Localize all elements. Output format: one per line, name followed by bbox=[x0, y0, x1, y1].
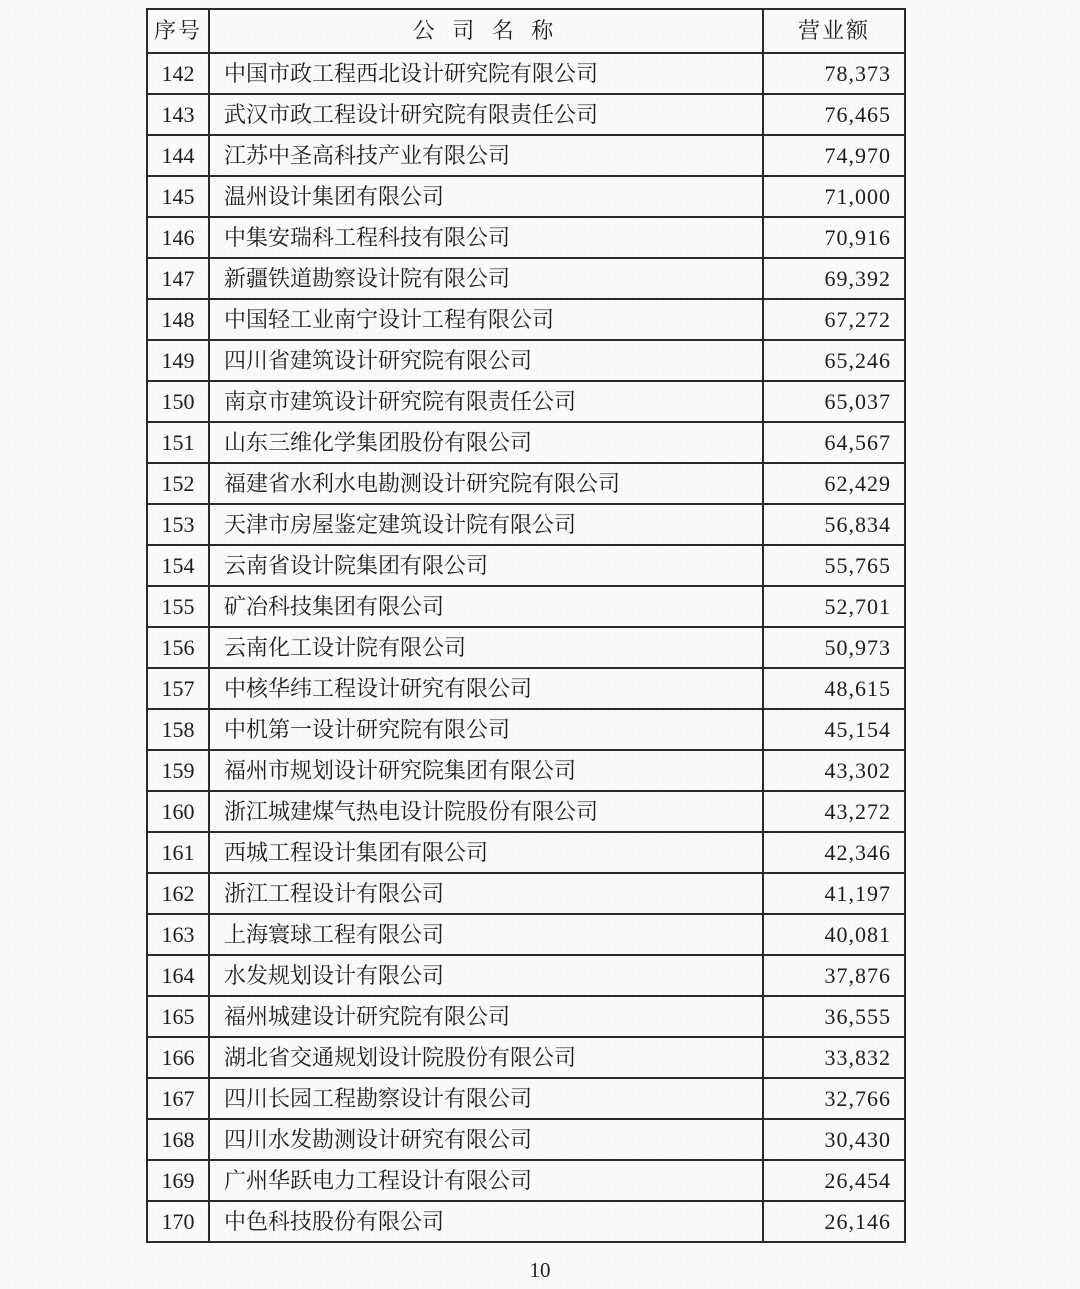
cell-company-name: 中国市政工程西北设计研究院有限公司 bbox=[209, 53, 763, 94]
table-row bbox=[147, 1078, 905, 1119]
cell-rank: 152 bbox=[147, 463, 209, 504]
cell-rank: 166 bbox=[147, 1037, 209, 1078]
cell-rank: 144 bbox=[147, 135, 209, 176]
cell-company-name: 温州设计集团有限公司 bbox=[209, 176, 763, 217]
cell-company-name: 中国轻工业南宁设计工程有限公司 bbox=[209, 299, 763, 340]
table-row bbox=[147, 463, 905, 504]
cell-revenue: 45,154 bbox=[763, 709, 905, 750]
cell-rank: 146 bbox=[147, 217, 209, 258]
cell-rank: 154 bbox=[147, 545, 209, 586]
table-row bbox=[147, 422, 905, 463]
cell-rank: 142 bbox=[147, 53, 209, 94]
cell-rank: 160 bbox=[147, 791, 209, 832]
revenue-rank-table bbox=[146, 8, 906, 1243]
cell-company-name: 中机第一设计研究院有限公司 bbox=[209, 709, 763, 750]
header-company-name: 公 司 名 称 bbox=[209, 9, 763, 53]
header-index: 序号 bbox=[147, 9, 209, 53]
cell-revenue: 30,430 bbox=[763, 1119, 905, 1160]
cell-company-name: 上海寰球工程有限公司 bbox=[209, 914, 763, 955]
cell-rank: 156 bbox=[147, 627, 209, 668]
cell-company-name: 广州华跃电力工程设计有限公司 bbox=[209, 1160, 763, 1201]
table-row bbox=[147, 709, 905, 750]
cell-revenue: 70,916 bbox=[763, 217, 905, 258]
cell-revenue: 50,973 bbox=[763, 627, 905, 668]
cell-revenue: 40,081 bbox=[763, 914, 905, 955]
cell-revenue: 43,272 bbox=[763, 791, 905, 832]
cell-company-name: 湖北省交通规划设计院股份有限公司 bbox=[209, 1037, 763, 1078]
cell-revenue: 41,197 bbox=[763, 873, 905, 914]
cell-rank: 143 bbox=[147, 94, 209, 135]
cell-rank: 163 bbox=[147, 914, 209, 955]
table-row bbox=[147, 1160, 905, 1201]
table-row bbox=[147, 914, 905, 955]
cell-revenue: 43,302 bbox=[763, 750, 905, 791]
cell-company-name: 天津市房屋鉴定建筑设计院有限公司 bbox=[209, 504, 763, 545]
cell-rank: 167 bbox=[147, 1078, 209, 1119]
cell-company-name: 中集安瑞科工程科技有限公司 bbox=[209, 217, 763, 258]
cell-rank: 158 bbox=[147, 709, 209, 750]
cell-company-name: 水发规划设计有限公司 bbox=[209, 955, 763, 996]
cell-rank: 169 bbox=[147, 1160, 209, 1201]
table-row bbox=[147, 750, 905, 791]
cell-revenue: 26,454 bbox=[763, 1160, 905, 1201]
cell-revenue: 26,146 bbox=[763, 1201, 905, 1242]
cell-rank: 148 bbox=[147, 299, 209, 340]
table-row bbox=[147, 217, 905, 258]
table-row bbox=[147, 545, 905, 586]
cell-rank: 147 bbox=[147, 258, 209, 299]
cell-company-name: 浙江工程设计有限公司 bbox=[209, 873, 763, 914]
cell-revenue: 64,567 bbox=[763, 422, 905, 463]
cell-rank: 151 bbox=[147, 422, 209, 463]
cell-rank: 145 bbox=[147, 176, 209, 217]
cell-revenue: 33,832 bbox=[763, 1037, 905, 1078]
cell-company-name: 中色科技股份有限公司 bbox=[209, 1201, 763, 1242]
table-row bbox=[147, 504, 905, 545]
cell-revenue: 42,346 bbox=[763, 832, 905, 873]
cell-company-name: 新疆铁道勘察设计院有限公司 bbox=[209, 258, 763, 299]
cell-revenue: 71,000 bbox=[763, 176, 905, 217]
table-row bbox=[147, 94, 905, 135]
cell-revenue: 48,615 bbox=[763, 668, 905, 709]
cell-company-name: 矿冶科技集团有限公司 bbox=[209, 586, 763, 627]
table-row bbox=[147, 299, 905, 340]
cell-revenue: 32,766 bbox=[763, 1078, 905, 1119]
table-row bbox=[147, 1119, 905, 1160]
cell-company-name: 四川长园工程勘察设计有限公司 bbox=[209, 1078, 763, 1119]
cell-company-name: 四川水发勘测设计研究有限公司 bbox=[209, 1119, 763, 1160]
table-row bbox=[147, 135, 905, 176]
cell-revenue: 65,037 bbox=[763, 381, 905, 422]
cell-revenue: 78,373 bbox=[763, 53, 905, 94]
cell-revenue: 76,465 bbox=[763, 94, 905, 135]
cell-company-name: 江苏中圣高科技产业有限公司 bbox=[209, 135, 763, 176]
cell-revenue: 69,392 bbox=[763, 258, 905, 299]
table-row bbox=[147, 832, 905, 873]
table-row bbox=[147, 176, 905, 217]
cell-rank: 150 bbox=[147, 381, 209, 422]
cell-revenue: 65,246 bbox=[763, 340, 905, 381]
cell-company-name: 浙江城建煤气热电设计院股份有限公司 bbox=[209, 791, 763, 832]
table-row bbox=[147, 873, 905, 914]
cell-rank: 149 bbox=[147, 340, 209, 381]
table-row bbox=[147, 258, 905, 299]
cell-revenue: 37,876 bbox=[763, 955, 905, 996]
cell-revenue: 56,834 bbox=[763, 504, 905, 545]
cell-company-name: 中核华纬工程设计研究有限公司 bbox=[209, 668, 763, 709]
table-row bbox=[147, 381, 905, 422]
cell-rank: 168 bbox=[147, 1119, 209, 1160]
page-number: 10 bbox=[529, 1258, 551, 1282]
cell-revenue: 74,970 bbox=[763, 135, 905, 176]
header-revenue: 营业额 bbox=[763, 9, 905, 53]
table-row bbox=[147, 668, 905, 709]
cell-company-name: 云南省设计院集团有限公司 bbox=[209, 545, 763, 586]
cell-rank: 165 bbox=[147, 996, 209, 1037]
table-row bbox=[147, 996, 905, 1037]
cell-company-name: 西城工程设计集团有限公司 bbox=[209, 832, 763, 873]
cell-rank: 170 bbox=[147, 1201, 209, 1242]
cell-revenue: 62,429 bbox=[763, 463, 905, 504]
table-row bbox=[147, 791, 905, 832]
cell-company-name: 福建省水利水电勘测设计研究院有限公司 bbox=[209, 463, 763, 504]
cell-rank: 155 bbox=[147, 586, 209, 627]
cell-company-name: 福州市规划设计研究院集团有限公司 bbox=[209, 750, 763, 791]
table-row bbox=[147, 1201, 905, 1242]
cell-rank: 161 bbox=[147, 832, 209, 873]
cell-rank: 162 bbox=[147, 873, 209, 914]
cell-company-name: 武汉市政工程设计研究院有限责任公司 bbox=[209, 94, 763, 135]
table-row bbox=[147, 340, 905, 381]
cell-company-name: 山东三维化学集团股份有限公司 bbox=[209, 422, 763, 463]
cell-company-name: 南京市建筑设计研究院有限责任公司 bbox=[209, 381, 763, 422]
cell-rank: 153 bbox=[147, 504, 209, 545]
cell-company-name: 福州城建设计研究院有限公司 bbox=[209, 996, 763, 1037]
table-row bbox=[147, 627, 905, 668]
cell-company-name: 四川省建筑设计研究院有限公司 bbox=[209, 340, 763, 381]
cell-rank: 157 bbox=[147, 668, 209, 709]
table-row bbox=[147, 1037, 905, 1078]
table-row bbox=[147, 53, 905, 94]
header-row bbox=[147, 9, 905, 53]
cell-revenue: 36,555 bbox=[763, 996, 905, 1037]
table-row bbox=[147, 586, 905, 627]
table-row bbox=[147, 955, 905, 996]
cell-rank: 164 bbox=[147, 955, 209, 996]
cell-rank: 159 bbox=[147, 750, 209, 791]
cell-company-name: 云南化工设计院有限公司 bbox=[209, 627, 763, 668]
cell-revenue: 67,272 bbox=[763, 299, 905, 340]
cell-revenue: 52,701 bbox=[763, 586, 905, 627]
cell-revenue: 55,765 bbox=[763, 545, 905, 586]
